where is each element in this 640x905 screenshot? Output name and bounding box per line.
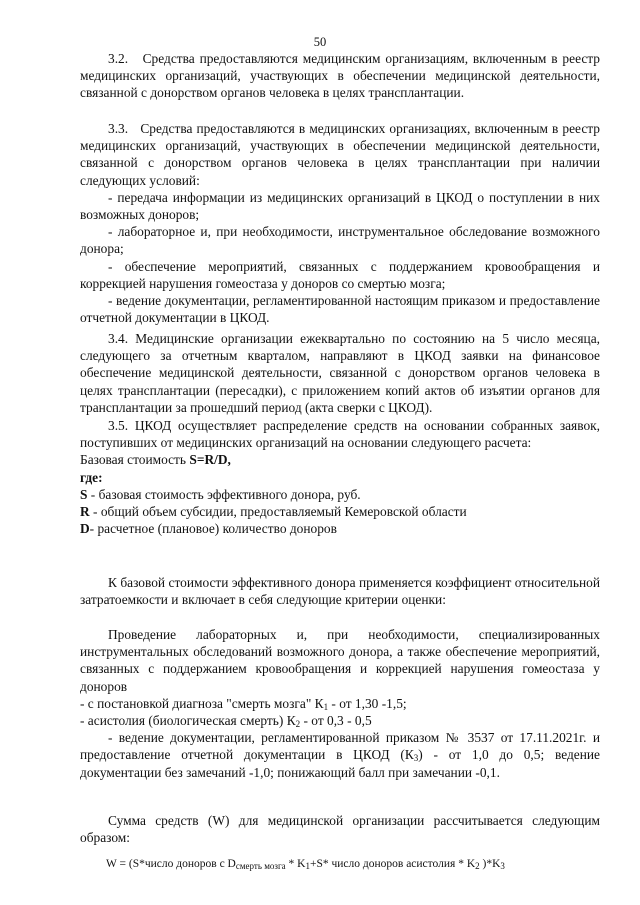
- definition-d-text: - расчетное (плановое) количество доноров: [89, 521, 337, 537]
- sum-intro: [80, 812, 600, 846]
- sum-formula: [106, 856, 505, 873]
- symbol-s: S: [80, 486, 88, 502]
- definition-d: [80, 520, 600, 537]
- k3-sub: 3: [413, 753, 419, 764]
- formula-sub-brain-death: смерть мозга: [235, 861, 286, 871]
- k2-text: - асистолия (биологическая смерть) К: [80, 713, 296, 729]
- condition-3: - обеспечение мероприятий, связанных с поддержанием кровообращения и коррекцией нарушения гомеостаза у доноров со смертью мозга;: [80, 258, 600, 291]
- k3-text-b: ) - от 1,0 до 0,5; ведение документации без замечаний -1,0; понижающий балл при замечании -0,1.: [80, 747, 600, 780]
- formula-sub-k2: 2: [475, 861, 480, 871]
- paragraph-3-5: 3.5. ЦКОД осуществляет распределение средств на основании собранных заявок, поступивших от медицинских организаций на основании следующего расчета:: [80, 418, 600, 451]
- criteria-text: Проведение лабораторных и, при необходимости, специализированных инструментальных обследований возможного донора, а также обеспечение мероприятий, связанных с поддержанием кровообращения и коррекцией нарушения гомеостаза у доноров: [80, 627, 600, 694]
- definition-s: [80, 486, 600, 503]
- k2-sub: 2: [295, 719, 301, 730]
- where-line: [80, 469, 600, 486]
- definition-s-text: - базовая стоимость эффективного донора, руб.: [87, 486, 361, 502]
- formula-part-d: )*K: [479, 858, 501, 870]
- definition-r: [80, 503, 600, 520]
- coefficient-intro-text: К базовой стоимости эффективного донора применяется коэффициент относительной затратоемкости и включает в себя следующие критерии оценки:: [80, 575, 600, 608]
- base-cost-line: [80, 451, 600, 468]
- section-3-4: [80, 330, 600, 416]
- section-3-3: [80, 120, 600, 326]
- criterion-k1: [80, 695, 600, 712]
- coefficient-intro: [80, 574, 600, 608]
- formula-part-a: W = (S*число доноров с D: [106, 858, 236, 870]
- condition-1: - передача информации из медицинских организаций в ЦКОД о поступлении в них возможных доноров;: [80, 189, 600, 223]
- symbol-r: R: [80, 504, 90, 520]
- paragraph-3-3: 3.3. Средства предоставляются в медицинских организациях, включенным в реестр медицинских организаций, участвующих в обеспечении медицинской деятельности, связанной с донорством органов человека в целях трансплантации при наличии следующих условий:: [80, 121, 600, 188]
- criteria-block: [80, 626, 600, 781]
- section-3-5: [80, 417, 600, 537]
- k3-text-a: - ведение документации, регламентированной приказом № 3537 от 17.11.2021г. и предоставление отчетной документации в ЦКОД (К: [80, 730, 600, 763]
- paragraph-3-4: 3.4. Медицинские организации ежеквартально по состоянию на 5 число месяца, следующего за отчетным кварталом, направляют в ЦКОД заявки на финансовое обеспечение медицинской деятельности, связанной с донорством органов человека в целях трансплантации (пересадки), с приложением копий актов об изъятии органов для трансплантации за прошедший период (акта сверки с ЦКОД).: [80, 331, 600, 415]
- symbol-d: D: [80, 521, 90, 537]
- formula-sub-k3: 3: [500, 861, 505, 871]
- section-3-2: [80, 50, 600, 102]
- formula-sub-k1: 1: [305, 861, 310, 871]
- k1-text: - с постановкой диагноза "смерть мозга" К: [80, 695, 324, 711]
- definition-r-text: - общий объем субсидии, предоставляемый Кемеровской области: [89, 504, 467, 520]
- k1-sub: 1: [323, 701, 329, 712]
- page-number: 50: [313, 35, 327, 49]
- k1-range: - от 1,30 -1,5;: [328, 695, 407, 711]
- paragraph-3-2: 3.2. Средства предоставляются медицинским организациям, включенным в реестр медицинских организаций, участвующих в обеспечении медицинской деятельности, связанной с донорством органов человека в целях трансплантации.: [80, 51, 600, 101]
- criterion-k2: [80, 712, 600, 729]
- sum-intro-text: Сумма средств (W) для медицинской организации рассчитывается следующим образом:: [80, 813, 600, 846]
- where-label: где:: [80, 469, 103, 485]
- base-cost-label: Базовая стоимость: [80, 452, 190, 468]
- k2-range: - от 0,3 - 0,5: [300, 713, 372, 729]
- base-cost-formula: S=R/D,: [189, 452, 231, 468]
- condition-4: - ведение документации, регламентированной настоящим приказом и предоставление отчетной документации в ЦКОД.: [80, 293, 600, 326]
- criterion-k3: [80, 729, 600, 781]
- formula-part-c: +S* число доноров асистолия * K: [309, 858, 476, 870]
- formula-part-b: * K: [285, 858, 306, 870]
- condition-2: - лабораторное и, при необходимости, инструментальное обследование возможного донора;: [80, 224, 600, 257]
